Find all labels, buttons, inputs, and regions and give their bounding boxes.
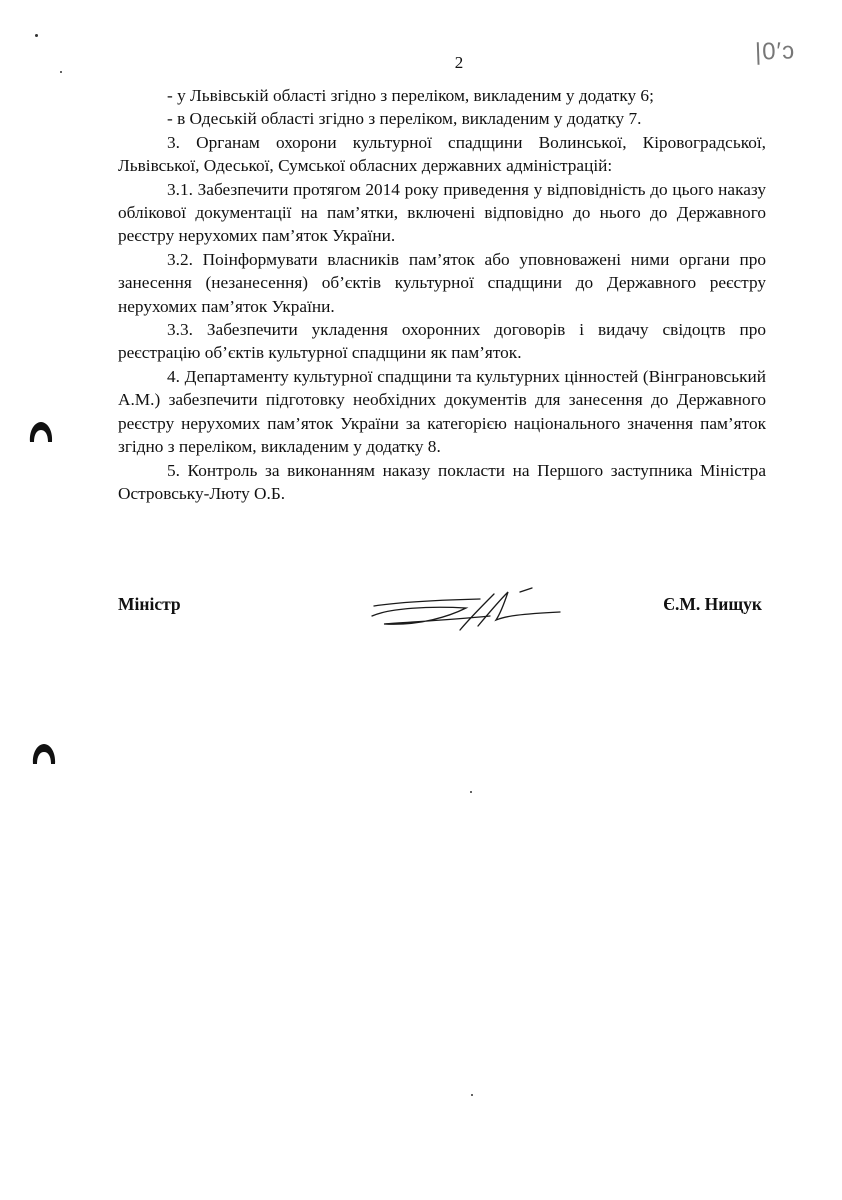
paragraph-item-3-3: 3.3. Забезпечити укладення охоронних договорів і видачу свідоцтв про реєстрацію об’єктів культурної спадщини як пам’яток. xyxy=(118,320,766,363)
hole-punch-mark xyxy=(30,740,58,770)
page-number: 2 xyxy=(454,53,464,72)
paragraph-item-3-2: 3.2. Поінформувати власників пам’яток або уповноважені ними органи про занесення (незанесення) об’єктів культурної спадщини до Державного реєстру нерухомих пам’яток України. xyxy=(118,249,766,316)
handwritten-folio-number: |0′ɔ xyxy=(754,37,796,66)
hole-punch-mark xyxy=(27,418,55,448)
scan-speck xyxy=(470,791,472,793)
paragraph-item-5: 5. Контроль за виконанням наказу покласти на Першого заступника Міністра Островську-Люту О.Б. xyxy=(118,460,766,503)
paragraph-lviv-region: - у Львівській області згідно з переліком, викладеним у додатку 6; xyxy=(167,86,654,105)
scan-speck xyxy=(35,34,38,37)
signature-block xyxy=(118,590,766,650)
signatory-name: Є.М. Нищук xyxy=(663,594,762,614)
paragraph-item-4: 4. Департаменту культурної спадщини та культурних цінностей (Вінграновський А.М.) забезпечити підготовку необхідних документів для занесення до Державного реєстру нерухомих пам’яток України за категорією національного значення пам’яток згідно з переліком, викладеним у додатку 8. xyxy=(118,366,766,457)
paragraph-item-3-1: 3.1. Забезпечити протягом 2014 року приведення у відповідність до цього наказу облікової документації на пам’ятки, включені відповідно до нього до Державного реєстру нерухомих пам’яток України. xyxy=(118,179,766,246)
handwritten-signature xyxy=(370,586,570,638)
paragraph-odesa-region: - в Одеській області згідно з переліком, викладеним у додатку 7. xyxy=(167,109,642,129)
paragraph-item-3: 3. Органам охорони культурної спадщини Волинської, Кіровоградської, Львівської, Одеської, Сумської обласних державних адміністрацій: xyxy=(118,132,766,176)
signatory-title: Міністр xyxy=(118,594,181,614)
scan-speck xyxy=(471,1094,473,1096)
document-body xyxy=(118,84,766,505)
